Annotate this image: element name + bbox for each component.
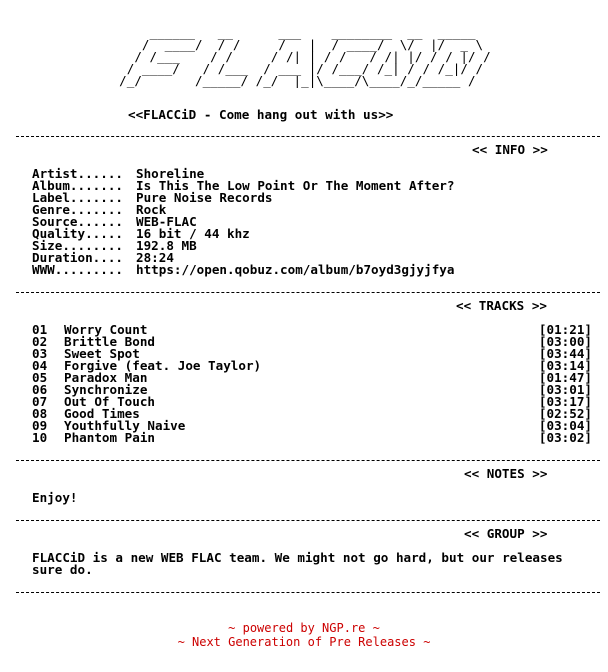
track-name: Paradox Man — [64, 370, 148, 385]
track-duration: [03:00] — [538, 334, 592, 349]
tracks-section-title: << TRACKS >> — [456, 298, 547, 313]
divider — [16, 592, 600, 593]
track-duration: [02:52] — [538, 406, 592, 421]
track-name: Worry Count — [64, 322, 148, 337]
info-value: Pure Noise Records — [136, 190, 273, 205]
footer-powered-by: ~ powered by NGP.re ~ — [228, 621, 380, 635]
info-key: Duration.... — [32, 250, 123, 265]
track-number: 03 — [32, 346, 48, 361]
track-name: Synchronize — [64, 382, 148, 397]
track-duration: [03:02] — [538, 430, 592, 445]
info-row-www — [32, 264, 454, 276]
info-key: WWW......... — [32, 262, 123, 277]
logo-line: / ____/ / /___ / ___ |/ /___/ /_| / / /_|/ / — [104, 61, 484, 76]
track-number: 02 — [32, 334, 48, 349]
info-section-title: << INFO >> — [472, 142, 548, 157]
track-name: Good Times — [64, 406, 140, 421]
track-duration: [03:44] — [538, 346, 592, 361]
info-key: Album....... — [32, 178, 123, 193]
track-name: Phantom Pain — [64, 430, 155, 445]
track-number: 09 — [32, 418, 48, 433]
info-value: 28:24 — [136, 250, 174, 265]
track-name: Out Of Touch — [64, 394, 155, 409]
track-number: 10 — [32, 430, 48, 445]
info-key: Quality..... — [32, 226, 123, 241]
flaccid-ascii-logo — [104, 27, 491, 87]
info-key: Genre....... — [32, 202, 123, 217]
group-text: FLACCiD is a new WEB FLAC team. We might not go hard, but our releases sure do. — [32, 550, 563, 577]
track-number: 05 — [32, 370, 48, 385]
info-value: Shoreline — [136, 166, 205, 181]
info-key: Source...... — [32, 214, 123, 229]
track-name: Forgive (feat. Joe Taylor) — [64, 358, 262, 373]
divider — [16, 136, 600, 137]
logo-line: / ____/ / / / | / ____/ \/ |/ _ \ — [104, 37, 484, 52]
divider — [16, 520, 600, 521]
info-key: Artist...... — [32, 166, 123, 181]
track-number: 01 — [32, 322, 48, 337]
track-number: 08 — [32, 406, 48, 421]
track-name: Brittle Bond — [64, 334, 155, 349]
track-duration: [03:14] — [538, 358, 592, 373]
logo-line: / /___ / / / /| | / / / /| |/ / / |/ / — [104, 49, 491, 64]
track-name: Youthfully Naive — [64, 418, 186, 433]
info-value: 16 bit / 44 khz — [136, 226, 250, 241]
info-value: Is This The Low Point Or The Moment After? — [136, 178, 455, 193]
divider — [16, 292, 600, 293]
track-name: Sweet Spot — [64, 346, 140, 361]
logo-line: ______ __ ___ ________ __ _____ — [104, 25, 476, 40]
track-duration: [03:17] — [538, 394, 592, 409]
track-number: 04 — [32, 358, 48, 373]
track-duration: [01:47] — [538, 370, 592, 385]
track-duration: [03:01] — [538, 382, 592, 397]
track-number: 06 — [32, 382, 48, 397]
info-link[interactable]: https://open.qobuz.com/album/b7oyd3gjyjfya — [136, 262, 455, 277]
footer-tagline: ~ Next Generation of Pre Releases ~ — [177, 635, 431, 649]
info-key: Label....... — [32, 190, 123, 205]
logo-line: /_/ /_____/ /_/ |_|\____/\____/_/_____ / — [104, 73, 476, 88]
info-key: Size........ — [32, 238, 123, 253]
group-section-title: << GROUP >> — [464, 526, 548, 541]
info-value: Rock — [136, 202, 167, 217]
tagline: <<FLACCiD - Come hang out with us>> — [128, 107, 394, 122]
notes-section-title: << NOTES >> — [464, 466, 548, 481]
track-duration: [03:04] — [538, 418, 592, 433]
notes-text: Enjoy! — [32, 490, 78, 505]
divider — [16, 460, 600, 461]
track-duration: [01:21] — [538, 322, 592, 337]
track-row — [32, 432, 592, 444]
track-number: 07 — [32, 394, 48, 409]
info-value: 192.8 MB — [136, 238, 197, 253]
info-value: WEB-FLAC — [136, 214, 197, 229]
